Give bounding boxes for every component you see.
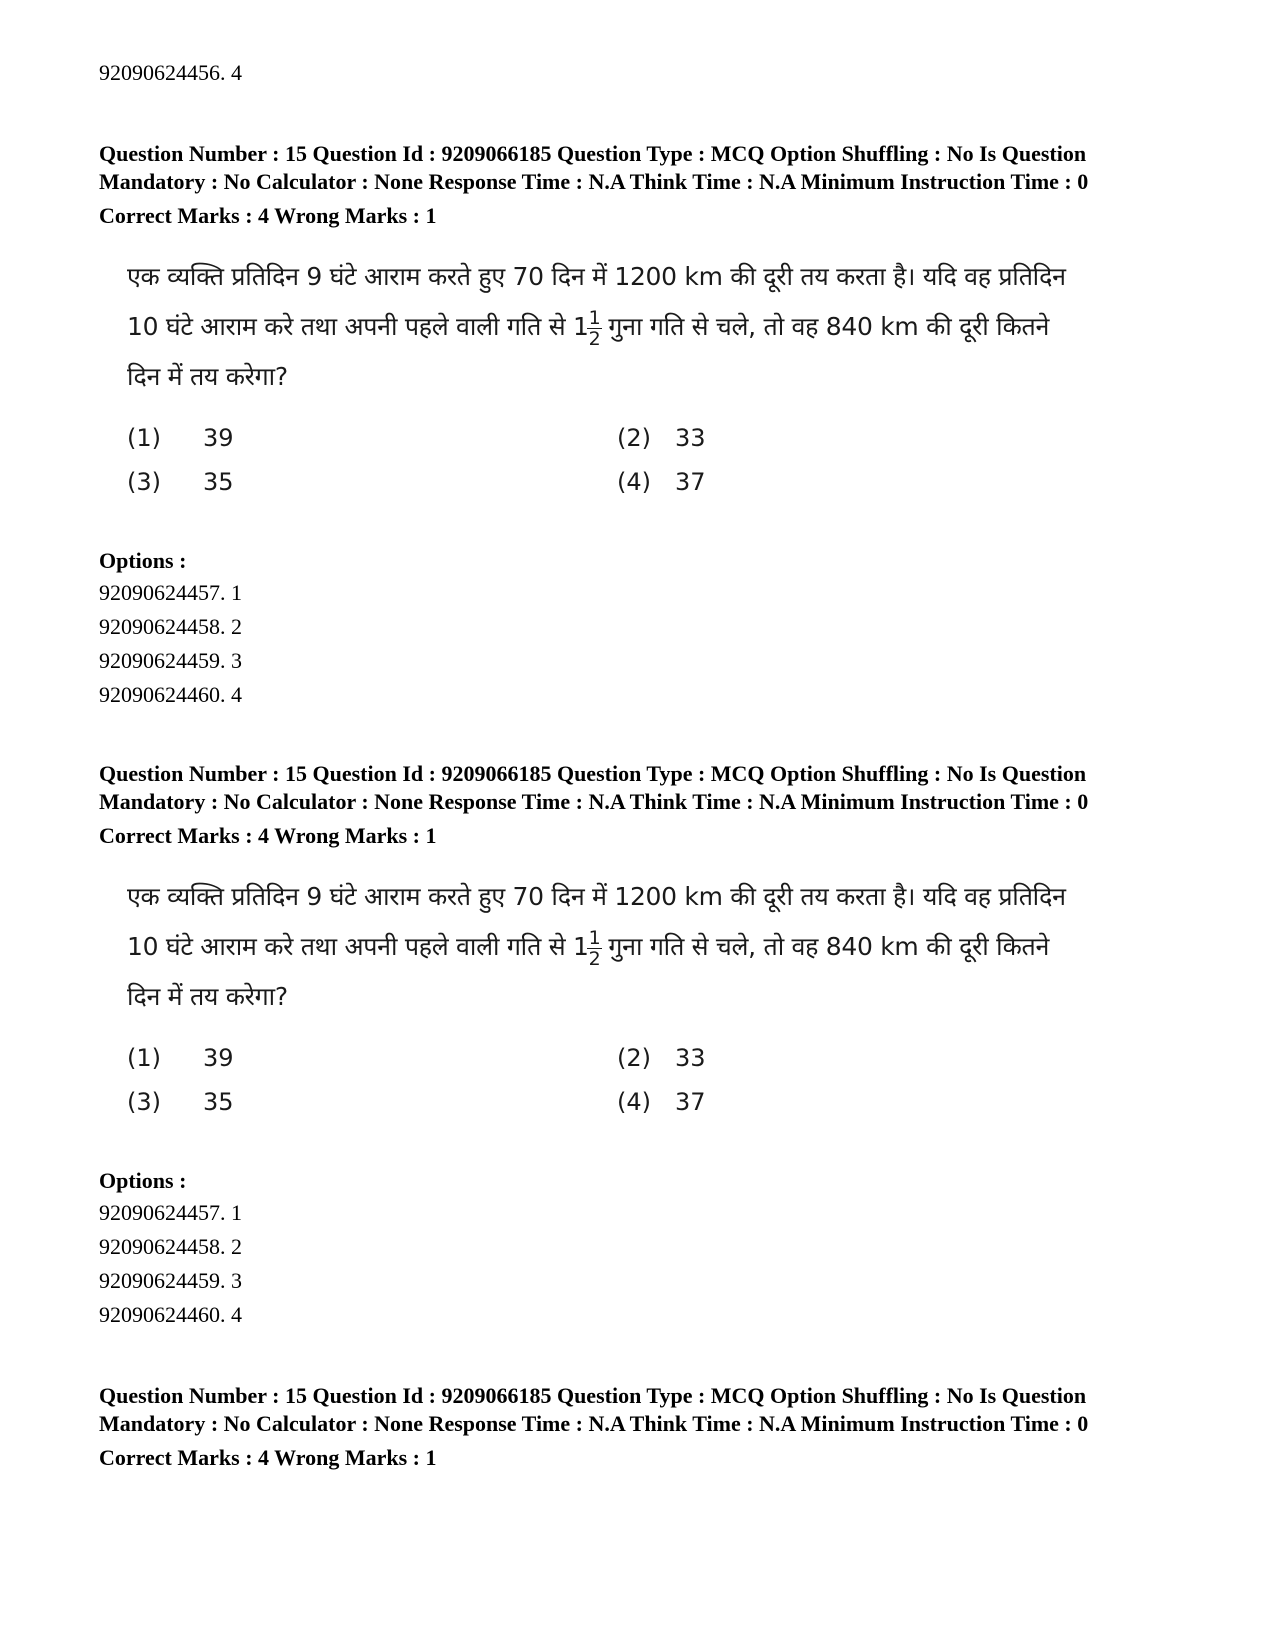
option-line: 92090624459. 3 [99, 648, 242, 673]
option-line: 92090624458. 2 [99, 1234, 242, 1259]
option-line: 92090624457. 1 [99, 1200, 242, 1225]
choice-1: (1) 39 [127, 424, 234, 452]
fraction-numerator: 1 [588, 926, 601, 949]
answer-choices [127, 1036, 1137, 1124]
question-block-3 [99, 1382, 1179, 1472]
fraction [587, 308, 603, 349]
choice-2: (2) 33 [617, 424, 706, 452]
question-block-1 [99, 140, 1179, 712]
question-line-1: एक व्यक्ति प्रतिदिन 9 घंटे आराम करते हुए 70 दिन में 1200 km की दूरी तय करता है। यदि वह प्रतिदिन [127, 882, 1066, 911]
option-line: 92090624458. 2 [99, 614, 242, 639]
option-line: 92090624460. 4 [99, 1302, 242, 1327]
option-line: 92090624457. 1 [99, 580, 242, 605]
question-marks: Correct Marks : 4 Wrong Marks : 1 [99, 1445, 437, 1470]
question-text [127, 252, 1137, 504]
question-line-1: एक व्यक्ति प्रतिदिन 9 घंटे आराम करते हुए 70 दिन में 1200 km की दूरी तय करता है। यदि वह प्रतिदिन [127, 262, 1066, 291]
question-line-2-start: 10 घंटे आराम करे तथा अपनी पहले वाली गति से 1 [127, 312, 589, 341]
choice-3: (3) 35 [127, 468, 234, 496]
question-line-2-end: गुना गति से चले, तो वह 840 km की दूरी कितने [608, 932, 1050, 961]
choice-2: (2) 33 [617, 1044, 706, 1072]
question-line-2 [127, 302, 1137, 352]
options-heading: Options : [99, 548, 187, 573]
question-line-3: दिन में तय करेगा? [127, 362, 288, 391]
choice-4: (4) 37 [617, 468, 706, 496]
choice-1: (1) 39 [127, 1044, 234, 1072]
question-text [127, 872, 1137, 1124]
previous-option-line: 92090624456. 4 [99, 60, 242, 85]
question-line-2-end: गुना गति से चले, तो वह 840 km की दूरी कितने [608, 312, 1050, 341]
fraction-denominator: 2 [588, 947, 601, 970]
choice-4: (4) 37 [617, 1088, 706, 1116]
question-marks: Correct Marks : 4 Wrong Marks : 1 [99, 203, 437, 228]
question-marks: Correct Marks : 4 Wrong Marks : 1 [99, 823, 437, 848]
fraction [587, 928, 603, 969]
choice-3: (3) 35 [127, 1088, 234, 1116]
question-meta: Question Number : 15 Question Id : 9209066185 Question Type : MCQ Option Shuffling : No Is Question Mandatory : No Calculator : None Response Time : N.A Think Time : N.A Minimum Instruction Time : 0 [99, 141, 1089, 194]
answer-choices [127, 416, 1137, 504]
question-meta: Question Number : 15 Question Id : 9209066185 Question Type : MCQ Option Shuffling : No Is Question Mandatory : No Calculator : None Response Time : N.A Think Time : N.A Minimum Instruction Time : 0 [99, 1383, 1089, 1436]
options-heading: Options : [99, 1168, 187, 1193]
question-line-3: दिन में तय करेगा? [127, 982, 288, 1011]
question-block-2 [99, 760, 1179, 1332]
question-line-2 [127, 922, 1137, 972]
option-line: 92090624459. 3 [99, 1268, 242, 1293]
option-line: 92090624460. 4 [99, 682, 242, 707]
question-line-2-start: 10 घंटे आराम करे तथा अपनी पहले वाली गति से 1 [127, 932, 589, 961]
fraction-denominator: 2 [588, 327, 601, 350]
question-meta: Question Number : 15 Question Id : 9209066185 Question Type : MCQ Option Shuffling : No Is Question Mandatory : No Calculator : None Response Time : N.A Think Time : N.A Minimum Instruction Time : 0 [99, 761, 1089, 814]
fraction-numerator: 1 [588, 306, 601, 329]
